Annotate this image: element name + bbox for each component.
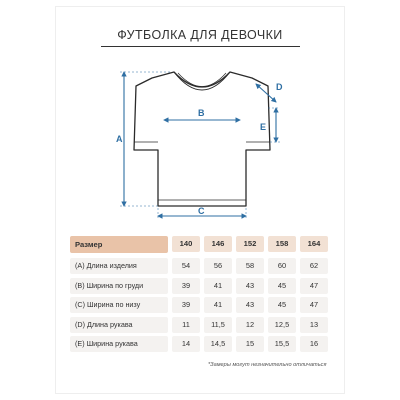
table-cell: 47	[300, 278, 328, 294]
table-cell: 41	[204, 297, 232, 313]
header-size-label: Размер	[70, 236, 168, 253]
row-label: (C) Ширина по низу	[70, 297, 168, 313]
table-cell: 47	[300, 297, 328, 313]
table-cell: 54	[172, 258, 200, 274]
header-size-146: 146	[204, 236, 232, 252]
table-cell: 45	[268, 278, 296, 294]
table-cell: 39	[172, 278, 200, 294]
table-cell: 39	[172, 297, 200, 313]
row-label: (B) Ширина по груди	[70, 278, 168, 294]
table-header-row	[70, 236, 332, 252]
header-size-164: 164	[300, 236, 328, 252]
size-table	[70, 236, 332, 356]
table-row	[70, 317, 332, 333]
header-size-158: 158	[268, 236, 296, 252]
table-cell: 62	[300, 258, 328, 274]
dimension-c-label: C	[198, 206, 205, 216]
table-cell: 56	[204, 258, 232, 274]
table-cell: 60	[268, 258, 296, 274]
table-cell: 43	[236, 278, 264, 294]
table-cell: 43	[236, 297, 264, 313]
table-cell: 14	[172, 336, 200, 352]
row-label: (A) Длина изделия	[70, 258, 168, 274]
header-size-152: 152	[236, 236, 264, 252]
table-row	[70, 297, 332, 313]
row-label: (E) Ширина рукава	[70, 336, 168, 352]
table-cell: 41	[204, 278, 232, 294]
table-cell: 45	[268, 297, 296, 313]
dimension-b-label: B	[198, 108, 205, 118]
table-row	[70, 258, 332, 274]
table-cell: 11	[172, 317, 200, 333]
page-title: ФУТБОЛКА ДЛЯ ДЕВОЧКИ	[117, 28, 283, 42]
footnote: *Замеры могут незначительно отличаться	[208, 362, 327, 368]
tshirt-diagram	[112, 58, 290, 230]
table-cell: 12,5	[268, 317, 296, 333]
table-cell: 58	[236, 258, 264, 274]
table-cell: 15	[236, 336, 264, 352]
table-cell: 13	[300, 317, 328, 333]
table-row	[70, 278, 332, 294]
dimension-e-label: E	[260, 122, 267, 132]
tshirt-outline	[134, 72, 270, 206]
table-cell: 16	[300, 336, 328, 352]
header-size-140: 140	[172, 236, 200, 252]
table-cell: 11,5	[204, 317, 232, 333]
row-label: (D) Длина рукава	[70, 317, 168, 333]
title-underline	[101, 46, 300, 47]
table-cell: 15,5	[268, 336, 296, 352]
dimension-a-label: A	[116, 134, 123, 144]
table-row	[70, 336, 332, 352]
table-cell: 12	[236, 317, 264, 333]
table-cell: 14,5	[204, 336, 232, 352]
dimension-d-label: D	[276, 82, 283, 92]
